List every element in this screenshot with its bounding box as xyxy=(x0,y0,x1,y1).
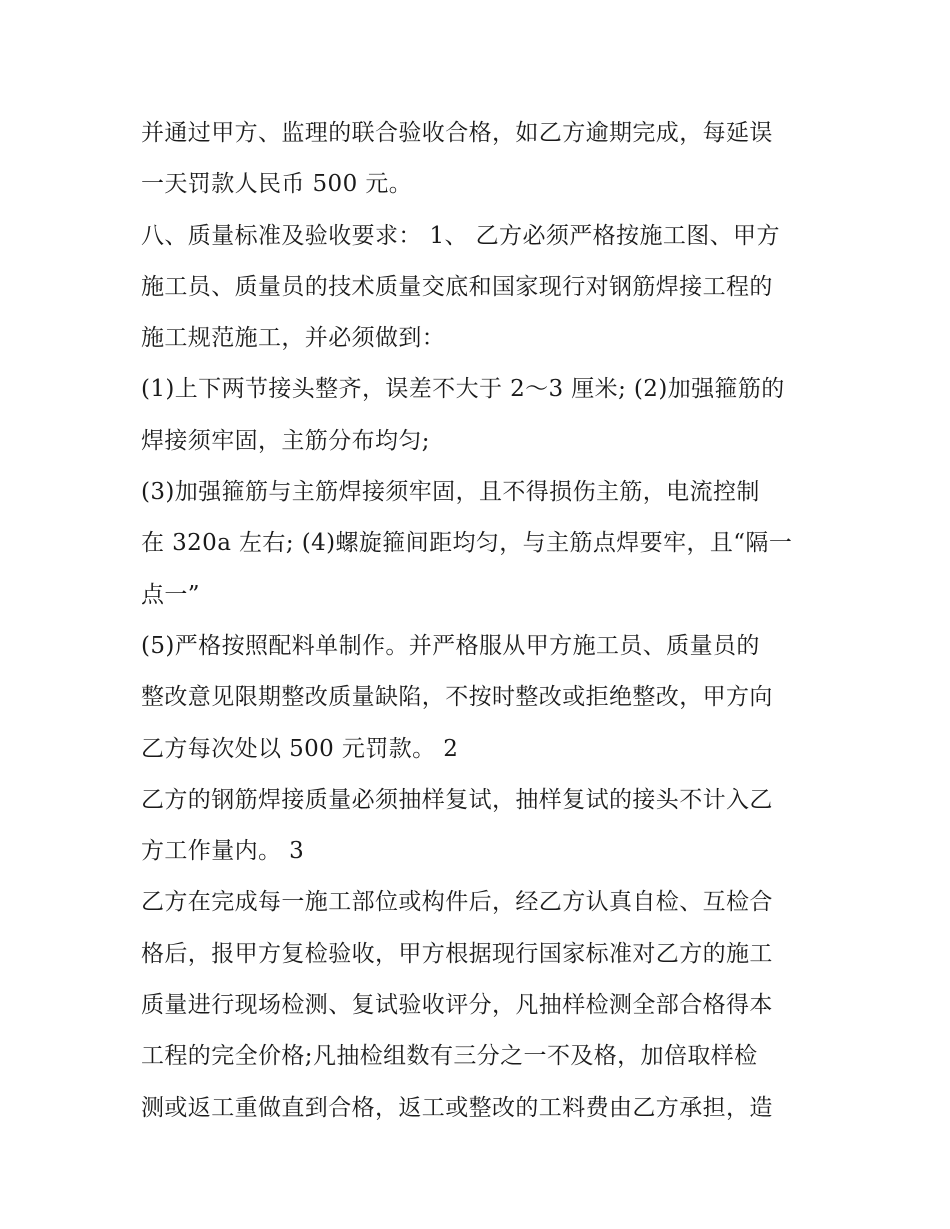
text-line: 乙方每次处以 500 元罚款。 2 xyxy=(141,735,459,762)
text-line: 焊接须牢固，主筋分布均匀; xyxy=(141,427,430,454)
text-line: 乙方的钢筋焊接质量必须抽样复试，抽样复试的接头不计入乙 xyxy=(141,786,773,813)
text-line: 一天罚款人民币 500 元。 xyxy=(141,171,413,198)
text-line: 方工作量内。 3 xyxy=(141,838,305,865)
text-line: 施工员、质量员的技术质量交底和国家现行对钢筋焊接工程的 xyxy=(141,273,773,300)
text-line: 在 320a 左右; (4)螺旋箍间距均匀，与主筋点焊要牢，且“隔一 xyxy=(141,530,793,557)
text-line: 质量进行现场检测、复试验收评分，凡抽样检测全部合格得本 xyxy=(141,992,773,1019)
text-line: 整改意见限期整改质量缺陷，不按时整改或拒绝整改，甲方向 xyxy=(141,684,773,711)
text-line: 乙方在完成每一施工部位或构件后，经乙方认真自检、互检合 xyxy=(141,889,773,916)
text-line: (1)上下两节接头整齐，误差不大于 2～3 厘米; (2)加强箍筋的 xyxy=(141,376,785,403)
text-line: 施工规范施工，并必须做到： xyxy=(141,325,446,352)
text-line: 并通过甲方、监理的联合验收合格，如乙方逾期完成，每延误 xyxy=(141,120,773,146)
text-line: (5)严格按照配料单制作。并严格服从甲方施工员、质量员的 xyxy=(141,632,760,659)
document-body xyxy=(141,108,821,1134)
text-line: 格后，报甲方复检验收，甲方根据现行国家标准对乙方的施工 xyxy=(141,940,773,967)
text-line: 工程的完全价格;凡抽检组数有三分之一不及格，加倍取样检 xyxy=(141,1043,758,1070)
text-line: 点一” xyxy=(141,581,200,608)
text-line: 八、质量标准及验收要求： 1、 乙方必须严格按施工图、甲方 xyxy=(141,222,780,249)
text-line: (3)加强箍筋与主筋焊接须牢固，且不得损伤主筋，电流控制 xyxy=(141,479,760,506)
text-line: 测或返工重做直到合格，返工或整改的工料费由乙方承担，造 xyxy=(141,1094,773,1121)
